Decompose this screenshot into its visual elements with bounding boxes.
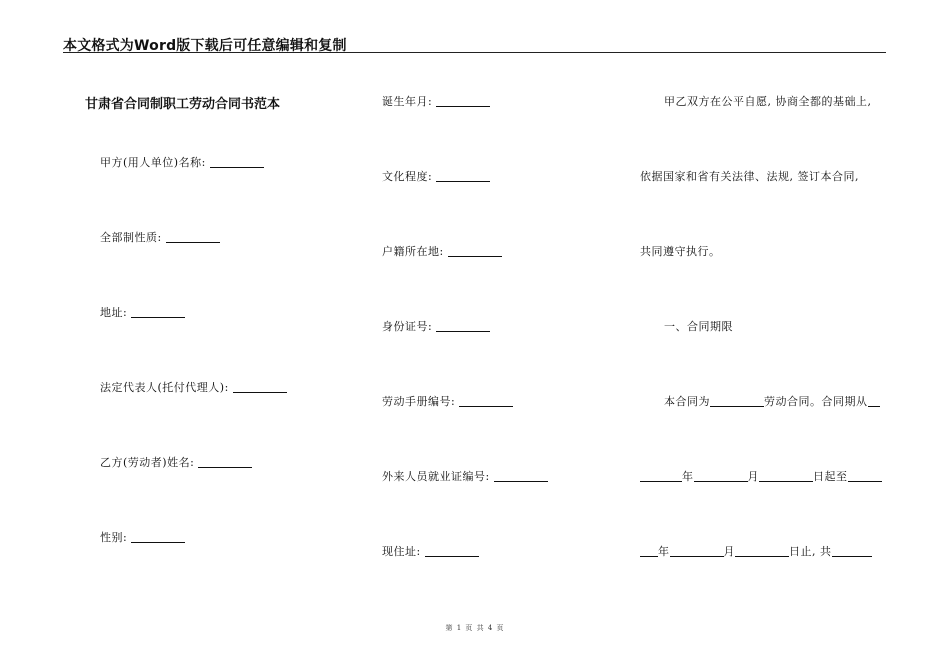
field-education — [382, 168, 490, 184]
field-label: 乙方(劳动者)姓名: — [100, 456, 195, 469]
fill-blank — [640, 545, 658, 557]
header-title: 本文格式为Word版下载后可任意编辑和复制 — [63, 38, 347, 54]
field-label: 文化程度: — [382, 170, 433, 183]
field-address — [100, 304, 185, 320]
fill-blank — [868, 395, 880, 407]
page-number: 第 1 页 共 4 页 — [445, 624, 505, 632]
field-label: 现住址: — [382, 545, 421, 558]
paragraph-line: 共同遵守执行。 — [640, 245, 721, 258]
paragraph-text: 年 — [658, 545, 670, 558]
paragraph-text: 月 — [723, 545, 735, 558]
fill-blank — [131, 306, 185, 318]
field-label: 甲方(用人单位)名称: — [100, 156, 206, 169]
field-employer-name — [100, 154, 264, 170]
paragraph-text: 本合同为 — [664, 395, 710, 408]
field-ownership-type — [100, 229, 220, 245]
fill-blank — [494, 470, 548, 482]
contract-end-date-line — [640, 543, 872, 559]
section-heading: 一、合同期限 — [664, 320, 733, 333]
fill-blank — [436, 320, 490, 332]
field-label: 性别: — [100, 531, 128, 544]
field-migrant-employment-cert — [382, 468, 548, 484]
fill-blank — [198, 456, 252, 468]
field-label: 诞生年月: — [382, 95, 433, 108]
fill-blank — [459, 395, 513, 407]
document-title: 甘肃省合同制职工劳动合同书范本 — [85, 97, 281, 112]
contract-type-line — [664, 393, 880, 409]
fill-blank — [448, 245, 502, 257]
fill-blank — [233, 381, 287, 393]
contract-start-date-line — [640, 468, 882, 484]
paragraph-line: 甲乙双方在公平自愿, 协商全都的基础上, — [664, 95, 872, 108]
fill-blank — [694, 470, 748, 482]
fill-blank — [425, 545, 479, 557]
fill-blank — [640, 470, 682, 482]
paragraph-text: 年 — [682, 470, 694, 483]
fill-blank — [436, 170, 490, 182]
field-gender — [100, 529, 185, 545]
fill-blank — [166, 231, 220, 243]
field-employee-name — [100, 454, 252, 470]
fill-blank — [131, 531, 185, 543]
field-current-address — [382, 543, 479, 559]
paragraph-text: 劳动合同。合同期从 — [764, 395, 868, 408]
paragraph-text: 日起至 — [813, 470, 848, 483]
field-id-number — [382, 318, 490, 334]
fill-blank — [436, 95, 490, 107]
fill-blank — [759, 470, 813, 482]
fill-blank — [210, 156, 264, 168]
field-household-registration — [382, 243, 502, 259]
paragraph-text: 月 — [747, 470, 759, 483]
fill-blank — [735, 545, 789, 557]
field-label: 法定代表人(托付代理人): — [100, 381, 229, 394]
field-label: 身份证号: — [382, 320, 433, 333]
field-birth-date — [382, 93, 490, 109]
fill-blank — [832, 545, 872, 557]
fill-blank — [670, 545, 724, 557]
paragraph-line: 依据国家和省有关法律、法规, 签订本合同, — [640, 170, 859, 183]
field-label: 地址: — [100, 306, 128, 319]
field-label: 外来人员就业证编号: — [382, 470, 490, 483]
field-label: 劳动手册编号: — [382, 395, 456, 408]
field-labor-handbook-number — [382, 393, 513, 409]
fill-blank — [710, 395, 764, 407]
field-legal-representative — [100, 379, 287, 395]
paragraph-text: 日止, 共 — [789, 545, 832, 558]
field-label: 户籍所在地: — [382, 245, 444, 258]
fill-blank — [848, 470, 882, 482]
header-divider — [63, 52, 886, 53]
field-label: 全部制性质: — [100, 231, 162, 244]
